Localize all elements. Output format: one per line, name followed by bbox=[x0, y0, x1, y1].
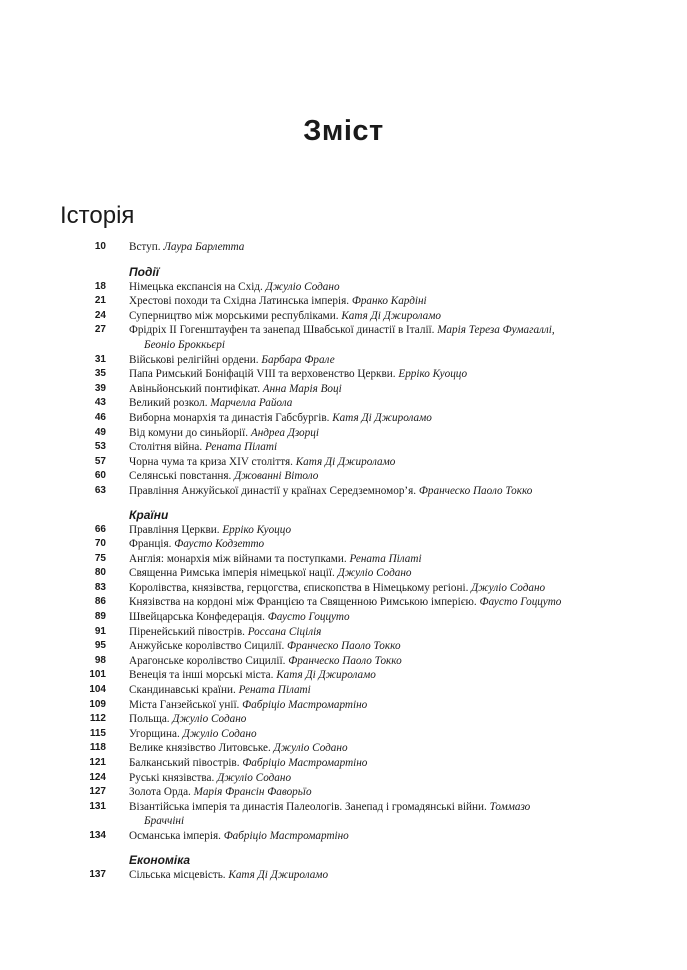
entry-text bbox=[129, 639, 650, 654]
entry-author: Фабріціо Мастромартіно bbox=[223, 829, 349, 842]
toc-entry[interactable] bbox=[60, 771, 650, 786]
entry-title: Франція. bbox=[129, 538, 175, 551]
entry-text bbox=[129, 537, 650, 552]
page-number: 137 bbox=[89, 868, 106, 880]
entry-text bbox=[129, 829, 650, 844]
entry-text bbox=[129, 280, 650, 295]
entry-author: Катя Ді Джироламо bbox=[228, 868, 329, 881]
toc-entry[interactable] bbox=[60, 323, 650, 352]
entry-author: Катя Ді Джироламо bbox=[295, 455, 396, 468]
entry-text bbox=[129, 353, 650, 368]
entry-title: Військові релігійні ордени. bbox=[129, 353, 262, 366]
toc-entry[interactable] bbox=[60, 382, 650, 397]
entry-title: Візантійська імперія та династія Палеологів. Занепад і громадянські війни. bbox=[129, 800, 490, 813]
toc-entry[interactable] bbox=[60, 523, 650, 538]
entry-title: Арагонське королівство Сицилії. bbox=[129, 654, 289, 667]
entry-title: Сільська місцевість. bbox=[129, 868, 229, 881]
entry-author: Барбара Фрале bbox=[261, 353, 335, 366]
entry-author: Фабріціо Мастромартіно bbox=[242, 757, 368, 769]
entry-author: Джуліо Содано bbox=[471, 581, 546, 594]
entry-author: Франческо Паоло Токко bbox=[418, 484, 533, 497]
entry-text bbox=[129, 741, 650, 756]
entry-title: Столітня війна. bbox=[129, 441, 205, 454]
entry-author: Франческо Паоло Токко bbox=[287, 640, 401, 653]
toc-entry[interactable] bbox=[60, 800, 650, 829]
entry-author: Фаусто Гоццуто bbox=[479, 596, 562, 609]
entry-title: Анжуйське королівство Сицилії. bbox=[129, 640, 288, 653]
entry-author: Марія Франсін Фаворьїо bbox=[193, 786, 312, 799]
toc-entry[interactable] bbox=[60, 595, 650, 610]
entry-title: Швейцарська Конфедерація. bbox=[129, 611, 268, 624]
entry-text bbox=[129, 595, 650, 610]
entry-title: Виборна монархія та династія Габсбургів. bbox=[129, 411, 333, 424]
page-number: 49 bbox=[94, 426, 106, 438]
page-number: 134 bbox=[89, 829, 106, 841]
page-number: 89 bbox=[94, 611, 106, 623]
entry-author: Рената Пілаті bbox=[349, 552, 422, 565]
toc-entry[interactable] bbox=[60, 727, 650, 742]
toc-group-heading: Економіка bbox=[129, 852, 191, 867]
entry-text bbox=[129, 756, 650, 771]
entry-title: Великий розкол. bbox=[129, 397, 211, 410]
entry-text bbox=[129, 294, 650, 309]
entry-text bbox=[129, 323, 650, 338]
entry-title: Авіньйонський понтифікат. bbox=[129, 382, 263, 395]
toc-entry[interactable] bbox=[60, 469, 650, 484]
entry-title: Суперництво між морськими республіками. bbox=[129, 309, 342, 322]
toc-entry[interactable] bbox=[60, 829, 650, 844]
entry-author: Джуліо Содано bbox=[273, 742, 348, 755]
toc-entry[interactable] bbox=[60, 610, 650, 625]
entry-title: Папа Римський Боніфацій VIII та верховенство Церкви. bbox=[129, 368, 399, 381]
page-number: 31 bbox=[94, 353, 106, 365]
entry-author: Анна Марія Воці bbox=[262, 382, 342, 395]
entry-text bbox=[129, 785, 650, 800]
table-of-contents bbox=[60, 240, 650, 882]
toc-entry[interactable] bbox=[60, 411, 650, 426]
page-number: 27 bbox=[94, 324, 106, 336]
entry-author: Катя Ді Джироламо bbox=[341, 309, 441, 322]
page-number: 86 bbox=[94, 596, 106, 608]
page-number: 39 bbox=[94, 382, 106, 394]
entry-text bbox=[129, 469, 650, 484]
toc-groups bbox=[60, 265, 650, 883]
entry-text bbox=[129, 523, 650, 538]
entry-text bbox=[129, 552, 650, 567]
entry-author: Фаусто Кодзетто bbox=[174, 538, 265, 551]
entry-text bbox=[129, 566, 650, 581]
entry-author: Ерріко Куоццо bbox=[398, 368, 468, 381]
entry-text bbox=[129, 668, 650, 683]
entry-author: Катя Ді Джироламо bbox=[332, 411, 432, 424]
entry-text bbox=[129, 683, 650, 698]
page-number: 35 bbox=[94, 368, 106, 380]
entry-title: Польща. bbox=[129, 713, 173, 726]
entry-title: Селянські повстання. bbox=[129, 470, 235, 483]
page-number: 70 bbox=[94, 538, 106, 550]
page-number: 104 bbox=[89, 684, 106, 696]
entry-author: Джуліо Содано bbox=[217, 771, 292, 784]
entry-author: Томмазо bbox=[489, 800, 531, 813]
entry-text bbox=[129, 455, 650, 470]
page-number: 101 bbox=[89, 669, 106, 681]
entry-text bbox=[129, 698, 650, 713]
entry-title: Правління Анжуйської династії у країнах Середземномор’я. bbox=[129, 484, 419, 497]
toc-entry[interactable] bbox=[60, 552, 650, 567]
entry-text bbox=[129, 654, 650, 669]
page-number: 131 bbox=[89, 800, 106, 812]
page-number: 63 bbox=[94, 484, 106, 496]
entry-title: Піренейський півострів. bbox=[129, 625, 248, 638]
toc-entry[interactable] bbox=[60, 440, 650, 455]
toc-entry[interactable] bbox=[60, 455, 650, 470]
entry-text bbox=[129, 727, 650, 742]
toc-entry[interactable] bbox=[60, 625, 650, 640]
page-number: 109 bbox=[89, 698, 106, 710]
toc-entry[interactable] bbox=[60, 309, 650, 324]
entry-author: Франко Кардіні bbox=[351, 295, 427, 308]
entry-title: Священна Римська імперія німецької нації. bbox=[129, 567, 338, 580]
page-number: 46 bbox=[94, 411, 106, 423]
entry-author: Франческо Паоло Токко bbox=[288, 654, 402, 667]
toc-entry[interactable] bbox=[60, 396, 650, 411]
entry-title: Велике князівство Литовське. bbox=[129, 742, 274, 755]
entry-text bbox=[129, 440, 650, 455]
entry-title: Англія: монархія між війнами та поступками. bbox=[129, 552, 350, 565]
page-number: 95 bbox=[94, 640, 106, 652]
entry-text bbox=[129, 610, 650, 625]
entry-text bbox=[129, 309, 650, 324]
toc-group-heading: Події bbox=[129, 264, 160, 279]
entry-text bbox=[129, 771, 650, 786]
entry-title: Руські князівства. bbox=[129, 771, 218, 784]
page-number: 66 bbox=[94, 523, 106, 535]
page-number: 80 bbox=[94, 567, 106, 579]
toc-entry[interactable] bbox=[60, 639, 650, 654]
toc-entry[interactable] bbox=[60, 240, 650, 255]
entry-title: Скандинавські країни. bbox=[129, 684, 239, 697]
toc-entry[interactable] bbox=[60, 785, 650, 800]
toc-entry[interactable] bbox=[60, 683, 650, 698]
page-number: 112 bbox=[89, 713, 106, 725]
entry-author-continuation: Браччіні bbox=[144, 815, 185, 828]
entry-author: Лаура Барлетта bbox=[163, 241, 245, 253]
entry-author: Ерріко Куоццо bbox=[222, 523, 292, 536]
entry-text bbox=[129, 382, 650, 397]
page-number: 60 bbox=[94, 470, 106, 482]
entry-author: Джуліо Содано bbox=[337, 567, 412, 580]
toc-entry[interactable] bbox=[60, 868, 650, 883]
entry-author: Катя Ді Джироламо bbox=[276, 669, 376, 682]
entry-author: Джуліо Содано bbox=[265, 280, 340, 293]
section-title: Історія bbox=[60, 202, 135, 229]
toc-entry[interactable] bbox=[60, 698, 650, 713]
toc-entry[interactable] bbox=[60, 566, 650, 581]
page-number: 127 bbox=[89, 786, 106, 798]
page-number: 91 bbox=[94, 625, 106, 637]
toc-entry[interactable] bbox=[60, 367, 650, 382]
toc-entry[interactable] bbox=[60, 353, 650, 368]
toc-entry[interactable] bbox=[60, 280, 650, 295]
toc-entry[interactable] bbox=[60, 537, 650, 552]
entry-text bbox=[129, 581, 650, 596]
page-number: 21 bbox=[94, 295, 106, 307]
entry-title: Хрестові походи та Східна Латинська імперія. bbox=[129, 295, 352, 308]
entry-author: Джуліо Содано bbox=[172, 713, 247, 726]
entry-text bbox=[129, 411, 650, 426]
entry-author-continuation: Беоніо Броккьєрі bbox=[144, 338, 225, 351]
toc-entry[interactable] bbox=[60, 756, 650, 771]
entry-author: Джованні Вітоло bbox=[234, 470, 319, 483]
entry-title: Угорщина. bbox=[129, 727, 183, 740]
page-number: 43 bbox=[94, 397, 106, 409]
entry-title: Фрідріх II Гогенштауфен та занепад Швабської династії в Італії. bbox=[129, 324, 438, 337]
entry-author: Фабріціо Мастромартіно bbox=[242, 698, 368, 711]
entry-author: Фаусто Гоццуто bbox=[267, 611, 350, 624]
entry-title: Османська імперія. bbox=[129, 829, 224, 842]
entry-text bbox=[129, 426, 650, 441]
entry-title: Правління Церкви. bbox=[129, 523, 223, 536]
toc-group-heading: Країни bbox=[129, 507, 169, 522]
toc-entry[interactable] bbox=[60, 426, 650, 441]
entry-author: Рената Пілаті bbox=[204, 441, 278, 454]
entry-author: Андреа Дзорці bbox=[250, 426, 319, 439]
page-number: 98 bbox=[94, 654, 106, 666]
entry-title: Німецька експансія на Схід. bbox=[129, 280, 266, 293]
entry-text bbox=[129, 367, 650, 382]
page-number: 10 bbox=[94, 241, 106, 252]
entry-title: Від комуни до синьйорії. bbox=[129, 426, 251, 439]
page-number: 53 bbox=[94, 441, 106, 453]
entry-text bbox=[129, 625, 650, 640]
entry-text bbox=[129, 396, 650, 411]
toc-entry[interactable] bbox=[60, 294, 650, 309]
entry-title: Венеція та інші морські міста. bbox=[129, 669, 277, 682]
entry-text bbox=[129, 484, 650, 499]
entry-text bbox=[129, 712, 650, 727]
entry-text bbox=[129, 868, 650, 883]
page-number: 83 bbox=[94, 581, 106, 593]
toc-entry[interactable] bbox=[60, 484, 650, 499]
entry-title: Чорна чума та криза XIV століття. bbox=[129, 455, 296, 468]
entry-author: Рената Пілаті bbox=[238, 684, 311, 697]
entry-author: Марчелла Райола bbox=[210, 397, 293, 410]
entry-title: Міста Ганзейської унії. bbox=[129, 698, 243, 711]
page-number: 24 bbox=[94, 309, 106, 321]
toc-entry[interactable] bbox=[60, 668, 650, 683]
page-number: 57 bbox=[94, 455, 106, 467]
page-title: Зміст bbox=[303, 115, 384, 148]
toc-entry[interactable] bbox=[60, 654, 650, 669]
page-number: 115 bbox=[89, 727, 106, 739]
page-number: 121 bbox=[89, 757, 106, 768]
entry-author: Джуліо Содано bbox=[182, 727, 257, 740]
page-number: 124 bbox=[89, 771, 106, 783]
page-number: 118 bbox=[89, 742, 106, 754]
entry-title: Золота Орда. bbox=[129, 786, 194, 799]
entry-title: Королівства, князівства, герцогства, єпископства в Німецькому регіоні. bbox=[129, 581, 472, 594]
page-number: 75 bbox=[94, 552, 106, 564]
entry-text: Вступ. Лаура Барлетта bbox=[129, 241, 245, 253]
toc-entry[interactable] bbox=[60, 712, 650, 727]
toc-entry[interactable] bbox=[60, 741, 650, 756]
entry-text bbox=[129, 800, 650, 815]
entry-title: Князівства на кордоні між Францією та Священною Римською імперією. bbox=[129, 596, 480, 609]
entry-author: Марія Тереза Фумагаллі, bbox=[437, 324, 555, 337]
page-number: 18 bbox=[94, 280, 106, 292]
entry-title: Балканський півострів. bbox=[129, 757, 243, 769]
toc-entry[interactable] bbox=[60, 581, 650, 596]
entry-author: Россана Сіцілія bbox=[247, 625, 322, 638]
